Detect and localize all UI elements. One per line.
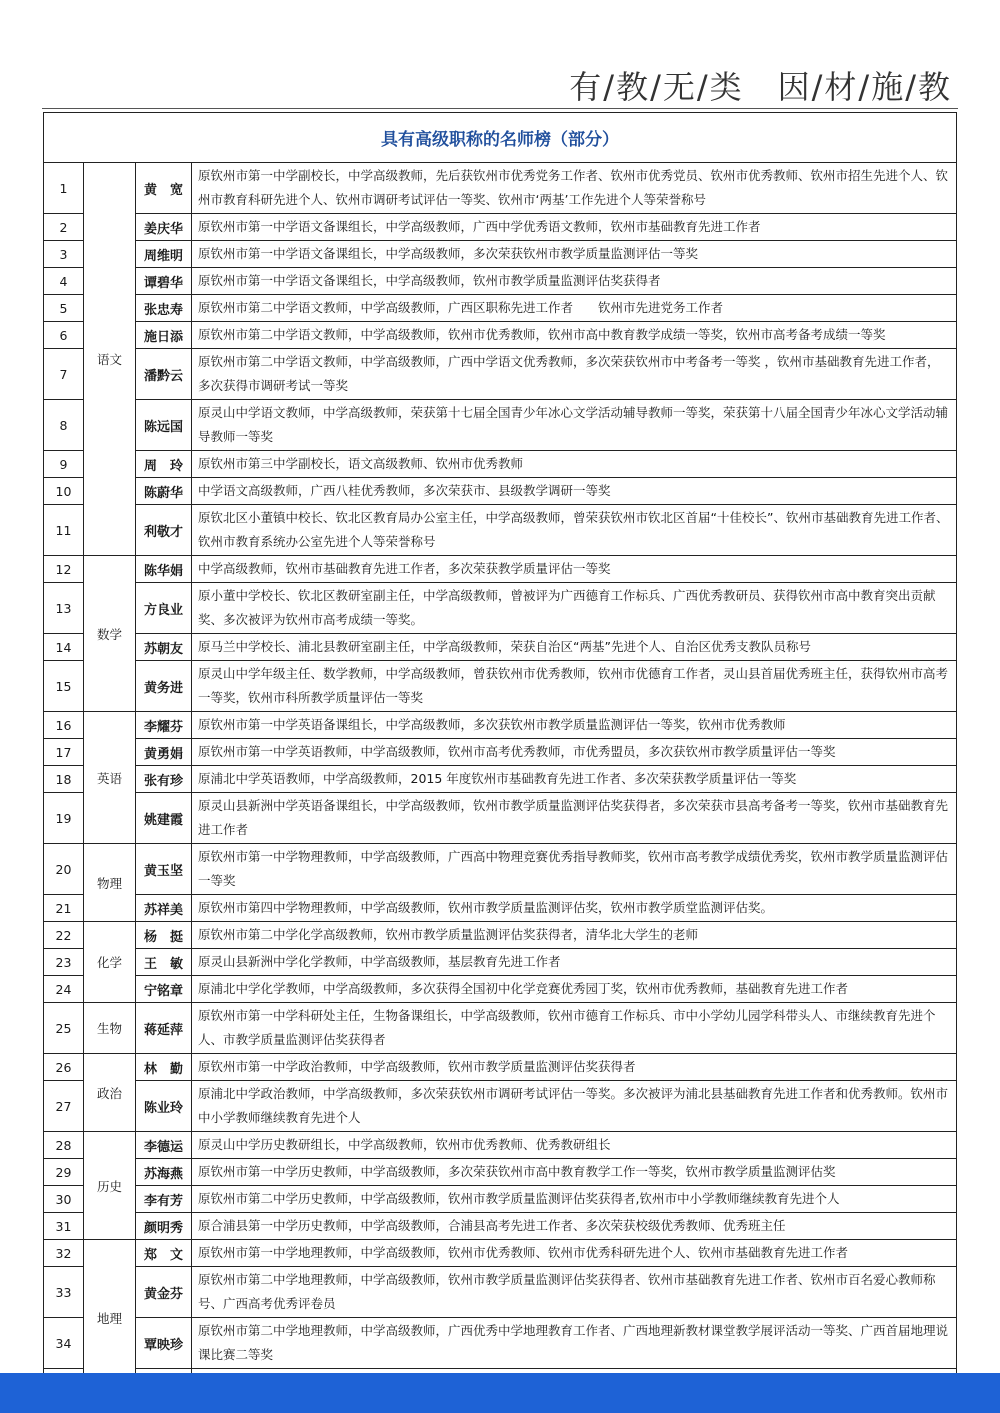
teacher-name: 黄勇娟 — [136, 739, 192, 766]
teacher-name: 潘黔云 — [136, 349, 192, 400]
teacher-description: 原合浦县第一中学历史教师，中学高级教师，合浦县高考先进工作者、多次荣获校级优秀教师、优秀班主任 — [192, 1213, 957, 1240]
table-row — [44, 1318, 957, 1369]
teacher-table-body — [44, 113, 957, 1396]
teacher-name: 张有珍 — [136, 766, 192, 793]
title-row — [44, 113, 957, 163]
teacher-name: 郑 文 — [136, 1240, 192, 1267]
teacher-name: 蒋延萍 — [136, 1003, 192, 1054]
table-row — [44, 349, 957, 400]
teacher-name: 陈蔚华 — [136, 478, 192, 505]
teacher-description: 原钦州市第二中学语文教师，中学高级教师，广西区职称先进工作者 钦州市先进党务工作者 — [192, 295, 957, 322]
teacher-description: 原钦州市第一中学副校长，中学高级教师，先后获钦州市优秀党务工作者、钦州市优秀党员、钦州市优秀教师、钦州市招生先进个人、钦州市教育科研先进个人、钦州市调研考试评估一等奖、钦州市‘两基’工作先进个人等荣誉称号 — [192, 163, 957, 214]
row-number: 29 — [44, 1159, 84, 1186]
table-row — [44, 1003, 957, 1054]
table-row — [44, 163, 957, 214]
row-number: 4 — [44, 268, 84, 295]
table-row — [44, 583, 957, 634]
row-number: 25 — [44, 1003, 84, 1054]
table-row — [44, 505, 957, 556]
teacher-description: 原钦州市第一中学历史教师，中学高级教师，多次荣获钦州市高中教育教学工作一等奖，钦州市教学质量监测评估奖 — [192, 1159, 957, 1186]
subject-cell: 政治 — [84, 1054, 136, 1132]
subject-cell: 物理 — [84, 844, 136, 922]
teacher-description: 原灵山中学年级主任、数学教师，中学高级教师，曾获钦州市优秀教师，钦州市优德育工作者，灵山县首届优秀班主任，获得钦州市高考一等奖，钦州市科所教学质量评估一等奖 — [192, 661, 957, 712]
teacher-description: 原钦州市第二中学化学高级教师，钦州市教学质量监测评估奖获得者，清华北大学生的老师 — [192, 922, 957, 949]
table-row — [44, 478, 957, 505]
row-number: 1 — [44, 163, 84, 214]
table-row — [44, 1081, 957, 1132]
table-row — [44, 1213, 957, 1240]
row-number: 3 — [44, 241, 84, 268]
teacher-name: 陈远国 — [136, 400, 192, 451]
teacher-description: 原灵山县新洲中学英语备课组长，中学高级教师，钦州市教学质量监测评估奖获得者，多次荣获市县高考备考一等奖，钦州市基础教育先进工作者 — [192, 793, 957, 844]
table-row — [44, 712, 957, 739]
teacher-description: 原钦州市第一中学语文备课组长，中学高级教师，广西中学优秀语文教师，钦州市基础教育先进工作者 — [192, 214, 957, 241]
table-row — [44, 976, 957, 1003]
teacher-description: 原钦州市第二中学语文教师，中学高级教师，广西中学语文优秀教师，多次荣获钦州市中考备考一等奖 ，钦州市基础教育先进工作者，多次获得市调研考试一等奖 — [192, 349, 957, 400]
row-number: 8 — [44, 400, 84, 451]
row-number: 33 — [44, 1267, 84, 1318]
table-row — [44, 1054, 957, 1081]
subject-cell: 生物 — [84, 1003, 136, 1054]
teacher-name: 覃映珍 — [136, 1318, 192, 1369]
row-number: 32 — [44, 1240, 84, 1267]
row-number: 9 — [44, 451, 84, 478]
table-row — [44, 634, 957, 661]
teacher-name: 宁铭章 — [136, 976, 192, 1003]
subject-cell: 数学 — [84, 556, 136, 712]
honor-roll-sheet — [43, 112, 957, 1396]
table-row — [44, 895, 957, 922]
row-number: 7 — [44, 349, 84, 400]
teacher-name: 方良业 — [136, 583, 192, 634]
row-number: 14 — [44, 634, 84, 661]
school-motto: 有/教/无/类 因/材/施/教 — [569, 68, 952, 106]
subject-cell: 地理 — [84, 1240, 136, 1396]
table-row — [44, 922, 957, 949]
row-number: 16 — [44, 712, 84, 739]
teacher-name: 苏海燕 — [136, 1159, 192, 1186]
teacher-name: 陈业玲 — [136, 1081, 192, 1132]
teacher-table — [43, 112, 957, 1396]
table-row — [44, 1240, 957, 1267]
teacher-description: 原小董中学校长、钦北区教研室副主任，中学高级教师，曾被评为广西德育工作标兵、广西优秀教研员、获得钦州市高中教育突出贡献奖、多次被评为钦州市高考成绩一等奖。 — [192, 583, 957, 634]
table-row — [44, 295, 957, 322]
teacher-description: 原浦北中学政治教师，中学高级教师，多次荣获钦州市调研考试评估一等奖。多次被评为浦北县基础教育先进工作者和优秀教师。钦州市中小学教师继续教育先进个人 — [192, 1081, 957, 1132]
table-row — [44, 949, 957, 976]
table-row — [44, 241, 957, 268]
teacher-description: 中学语文高级教师，广西八桂优秀教师，多次荣获市、县级教学调研一等奖 — [192, 478, 957, 505]
teacher-description: 原钦州市第一中学语文备课组长，中学高级教师，多次荣获钦州市教学质量监测评估一等奖 — [192, 241, 957, 268]
table-row — [44, 661, 957, 712]
table-row — [44, 844, 957, 895]
row-number: 28 — [44, 1132, 84, 1159]
teacher-name: 李德运 — [136, 1132, 192, 1159]
table-row — [44, 214, 957, 241]
row-number: 15 — [44, 661, 84, 712]
subject-cell: 历史 — [84, 1132, 136, 1240]
teacher-description: 原浦北中学化学教师，中学高级教师，多次获得全国初中化学竞赛优秀园丁奖，钦州市优秀教师，基础教育先进工作者 — [192, 976, 957, 1003]
subject-cell: 语文 — [84, 163, 136, 556]
row-number: 26 — [44, 1054, 84, 1081]
teacher-description: 原钦州市第一中学政治教师，中学高级教师，钦州市教学质量监测评估奖获得者 — [192, 1054, 957, 1081]
table-row — [44, 793, 957, 844]
teacher-description: 原钦州市第四中学物理教师，中学高级教师，钦州市教学质量监测评估奖，钦州市教学质堂监测评估奖。 — [192, 895, 957, 922]
teacher-description: 原钦州市第一中学英语备课组长，中学高级教师，多次获钦州市教学质量监测评估一等奖，钦州市优秀教师 — [192, 712, 957, 739]
teacher-description: 原灵山县新洲中学化学教师，中学高级教师，基层教育先进工作者 — [192, 949, 957, 976]
teacher-name: 姚建霞 — [136, 793, 192, 844]
teacher-description: 原浦北中学英语教师，中学高级教师，2015 年度钦州市基础教育先进工作者、多次荣获教学质量评估一等奖 — [192, 766, 957, 793]
table-row — [44, 400, 957, 451]
table-row — [44, 268, 957, 295]
row-number: 34 — [44, 1318, 84, 1369]
teacher-name: 张忠寿 — [136, 295, 192, 322]
teacher-name: 林 勤 — [136, 1054, 192, 1081]
teacher-description: 原钦州市第一中学物理教师，中学高级教师，广西高中物理竞赛优秀指导教师奖，钦州市高考教学成绩优秀奖，钦州市教学质量监测评估一等奖 — [192, 844, 957, 895]
teacher-description: 原灵山中学历史教研组长，中学高级教师，钦州市优秀教师、优秀教研组长 — [192, 1132, 957, 1159]
teacher-name: 李有芳 — [136, 1186, 192, 1213]
teacher-name: 姜庆华 — [136, 214, 192, 241]
row-number: 11 — [44, 505, 84, 556]
teacher-name: 周 玲 — [136, 451, 192, 478]
teacher-description: 中学高级教师，钦州市基础教育先进工作者，多次荣获教学质量评估一等奖 — [192, 556, 957, 583]
teacher-description: 原马兰中学校长、浦北县教研室副主任，中学高级教师，荣获自治区“两基”先进个人、自治区优秀支教队员称号 — [192, 634, 957, 661]
header-rule — [42, 108, 958, 109]
row-number: 6 — [44, 322, 84, 349]
teacher-name: 周维明 — [136, 241, 192, 268]
table-title: 具有高级职称的名师榜（部分） — [44, 113, 957, 163]
teacher-description: 原钦州市第一中学语文备课组长，中学高级教师，钦州市教学质量监测评估奖获得者 — [192, 268, 957, 295]
teacher-name: 王 敏 — [136, 949, 192, 976]
table-row — [44, 739, 957, 766]
row-number: 18 — [44, 766, 84, 793]
teacher-description: 原钦州市第二中学地理教师，中学高级教师，钦州市教学质量监测评估奖获得者、钦州市基础教育先进工作者、钦州市百名爱心教师称号、广西高考优秀评卷员 — [192, 1267, 957, 1318]
row-number: 12 — [44, 556, 84, 583]
table-row — [44, 766, 957, 793]
table-row — [44, 1159, 957, 1186]
teacher-description: 原钦州市第二中学语文教师，中学高级教师，钦州市优秀教师，钦州市高中教育教学成绩一等奖，钦州市高考备考成绩一等奖 — [192, 322, 957, 349]
teacher-description: 原钦州市第二中学地理教师，中学高级教师，广西优秀中学地理教育工作者、广西地理新教材课堂教学展评活动一等奖、广西首届地理说课比赛二等奖 — [192, 1318, 957, 1369]
row-number: 13 — [44, 583, 84, 634]
teacher-description: 原钦州市第一中学地理教师，中学高级教师，钦州市优秀教师、钦州市优秀科研先进个人、钦州市基础教育先进工作者 — [192, 1240, 957, 1267]
table-row — [44, 1267, 957, 1318]
teacher-name: 黄玉坚 — [136, 844, 192, 895]
row-number: 30 — [44, 1186, 84, 1213]
footer-bar — [0, 1373, 1000, 1413]
row-number: 24 — [44, 976, 84, 1003]
row-number: 2 — [44, 214, 84, 241]
row-number: 23 — [44, 949, 84, 976]
teacher-name: 苏祥美 — [136, 895, 192, 922]
table-row — [44, 1132, 957, 1159]
teacher-description: 原钦州市第三中学副校长，语文高级教师、钦州市优秀教师 — [192, 451, 957, 478]
teacher-name: 黄务进 — [136, 661, 192, 712]
teacher-name: 黄金芬 — [136, 1267, 192, 1318]
table-row — [44, 1186, 957, 1213]
table-row — [44, 451, 957, 478]
teacher-name: 陈华娟 — [136, 556, 192, 583]
row-number: 31 — [44, 1213, 84, 1240]
teacher-name: 施日添 — [136, 322, 192, 349]
teacher-description: 原灵山中学语文教师，中学高级教师，荣获第十七届全国青少年冰心文学活动辅导教师一等奖，荣获第十八届全国青少年冰心文学活动辅导教师一等奖 — [192, 400, 957, 451]
teacher-name: 苏朝友 — [136, 634, 192, 661]
teacher-description: 原钦州市第一中学科研处主任，生物备课组长，中学高级教师，钦州市德育工作标兵、市中小学幼儿园学科带头人、市继续教育先进个人、市教学质量监测评估奖获得者 — [192, 1003, 957, 1054]
table-row — [44, 322, 957, 349]
teacher-description: 原钦北区小董镇中校长、钦北区教育局办公室主任，中学高级教师，曾荣获钦州市钦北区首届“十佳校长”、钦州市基础教育先进工作者、钦州市教育系统办公室先进个人等荣誉称号 — [192, 505, 957, 556]
row-number: 10 — [44, 478, 84, 505]
table-row — [44, 556, 957, 583]
row-number: 22 — [44, 922, 84, 949]
teacher-name: 谭碧华 — [136, 268, 192, 295]
teacher-name: 杨 挺 — [136, 922, 192, 949]
teacher-name: 黄 宽 — [136, 163, 192, 214]
row-number: 19 — [44, 793, 84, 844]
row-number: 5 — [44, 295, 84, 322]
row-number: 27 — [44, 1081, 84, 1132]
row-number: 17 — [44, 739, 84, 766]
teacher-name: 李耀芬 — [136, 712, 192, 739]
teacher-description: 原钦州市第一中学英语教师，中学高级教师，钦州市高考优秀教师，市优秀盟员，多次获钦州市教学质量评估一等奖 — [192, 739, 957, 766]
teacher-name: 颜明秀 — [136, 1213, 192, 1240]
row-number: 21 — [44, 895, 84, 922]
subject-cell: 英语 — [84, 712, 136, 844]
teacher-name: 利敬才 — [136, 505, 192, 556]
row-number: 20 — [44, 844, 84, 895]
subject-cell: 化学 — [84, 922, 136, 1003]
teacher-description: 原钦州市第二中学历史教师，中学高级教师，钦州市教学质量监测评估奖获得者,钦州市中小学教师继续教育先进个人 — [192, 1186, 957, 1213]
